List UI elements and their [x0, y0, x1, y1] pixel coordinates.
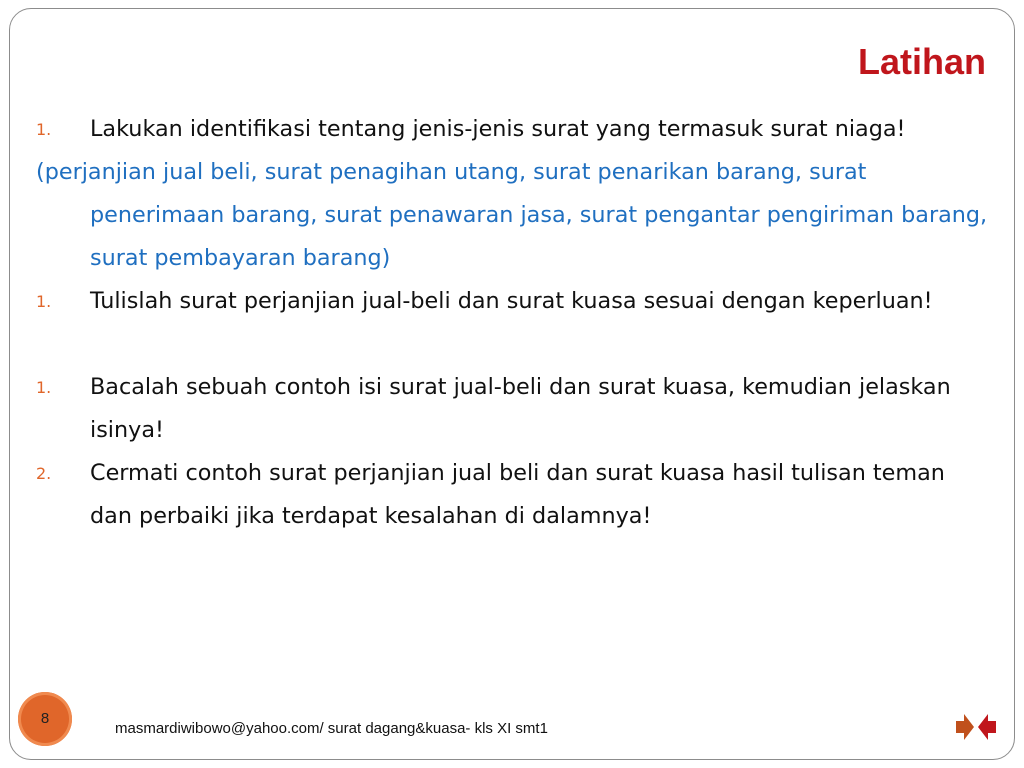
slide-content [36, 108, 991, 538]
list-number: 2. [36, 464, 52, 483]
slide-title: Latihan [857, 41, 986, 82]
footer-text: masmardiwibowo@yahoo.com/ surat dagang&kuasa- kls XI smt1 [115, 720, 548, 737]
list-number: 1. [36, 292, 52, 311]
arrow-left-icon[interactable] [977, 712, 997, 742]
slide-navigation [955, 712, 997, 742]
arrow-right-icon[interactable] [955, 712, 975, 742]
list-text: Cermati contoh surat perjanjian jual beli dan surat kuasa hasil tulisan teman dan perbaiki jika terdapat kesalahan di dalamnya! [90, 460, 945, 529]
list-item [36, 280, 991, 323]
answer-note: (perjanjian jual beli, surat penagihan utang, surat penarikan barang, surat penerimaan barang, surat penawaran jasa, surat pengantar pengiriman barang, surat pembayaran barang) [36, 159, 988, 271]
list-item [36, 366, 991, 452]
page-number-badge: 8 [18, 692, 72, 746]
list-text: Tulislah surat perjanjian jual-beli dan surat kuasa sesuai dengan keperluan! [90, 288, 933, 314]
list-text: Bacalah sebuah contoh isi surat jual-beli dan surat kuasa, kemudian jelaskan isinya! [90, 374, 951, 443]
spacer [36, 323, 991, 366]
list-item [36, 108, 991, 151]
list-number: 1. [36, 378, 52, 397]
list-number: 1. [36, 120, 52, 139]
list-item [36, 452, 991, 538]
list-text: Lakukan identifikasi tentang jenis-jenis surat yang termasuk surat niaga! [90, 116, 906, 142]
